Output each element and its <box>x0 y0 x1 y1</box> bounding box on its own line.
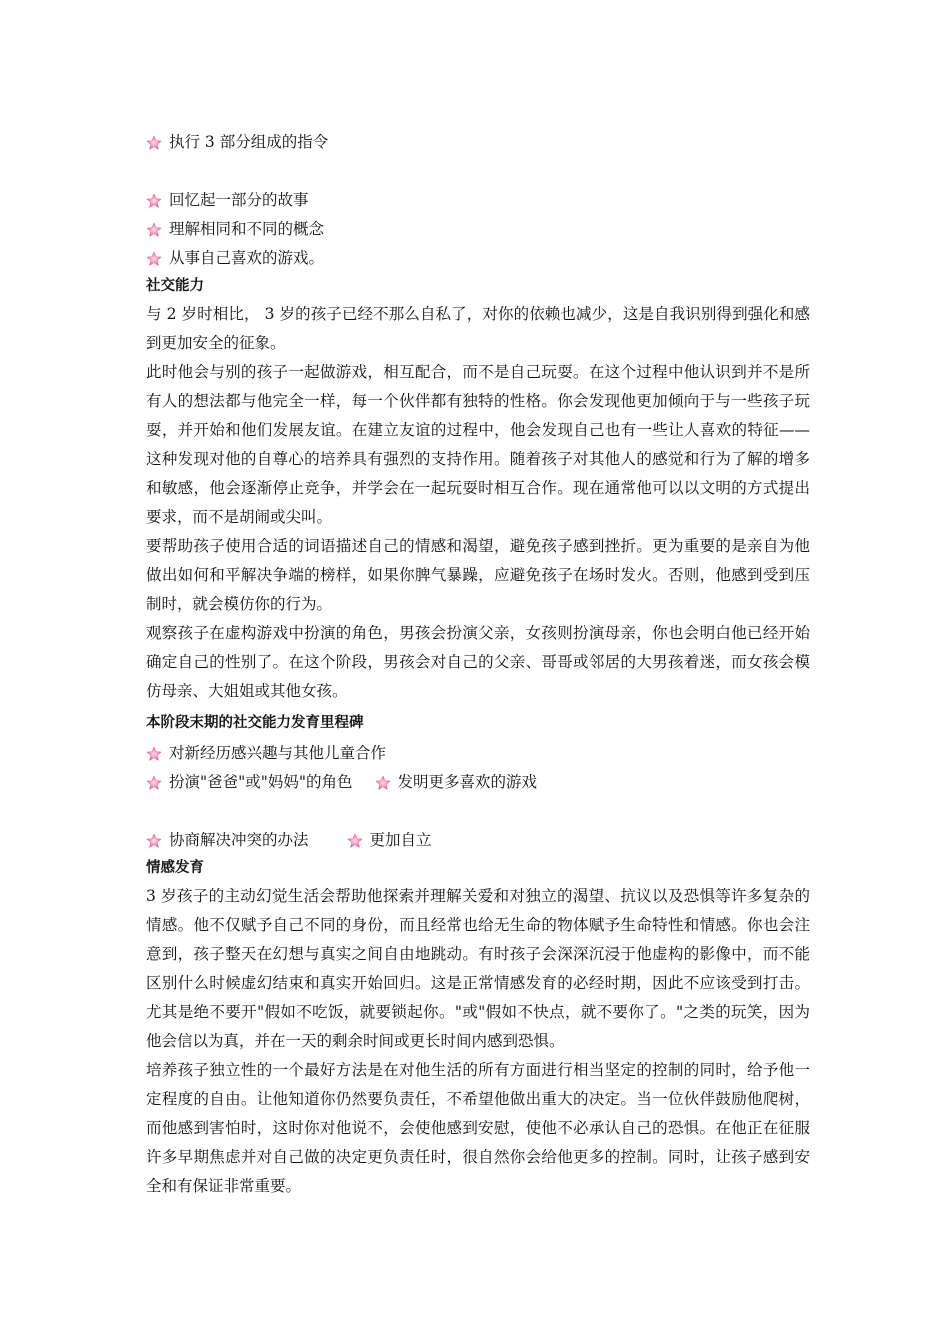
pink-star-icon <box>347 833 363 849</box>
pink-star-icon <box>146 775 162 791</box>
pink-star-icon <box>146 746 162 762</box>
pink-star-icon <box>146 135 162 151</box>
pink-star-icon <box>146 833 162 849</box>
list-item-text: 协商解决冲突的办法 <box>169 831 309 849</box>
list-item-text: 对新经历感兴趣与其他儿童合作 <box>169 744 387 762</box>
milestone-item <box>146 768 353 797</box>
pink-star-icon <box>146 222 162 238</box>
list-item <box>146 215 810 244</box>
milestone-item <box>375 768 538 797</box>
list-item-text: 发明更多喜欢的游戏 <box>397 773 538 791</box>
section-heading-milestones: 本阶段末期的社交能力发育里程碑 <box>146 715 364 731</box>
pink-star-icon <box>146 193 162 209</box>
list-item <box>146 826 810 855</box>
list-item-text: 更加自立 <box>369 831 432 849</box>
paragraph: 3 岁孩子的主动幻觉生活会帮助他探索并理解关爱和对独立的渴望、抗议以及恐惧等许多复杂的情感。他不仅赋予自己不同的身份，而且经常也给无生命的物体赋予生命特性和情感。你也会注意到，孩子整天在幻想与真实之间自由地跳动。有时孩子会深深沉浸于他虚构的影像中，而不能区别什么时候虚幻结束和真实开始回归。这是正常情感发育的必经时期，因此不应该受到打击。尤其是绝不要开"假如不吃饭，就要锁起你。"或"假如不快点，就不要你了。"之类的玩笑，因为他会信以为真，并在一天的剩余时间或更长时间内感到恐惧。 <box>146 887 810 1050</box>
section-heading-social: 社交能力 <box>146 278 204 294</box>
list-item <box>146 739 810 768</box>
paragraph: 观察孩子在虚构游戏中扮演的角色，男孩会扮演父亲，女孩则扮演母亲，你也会明白他已经开始确定自己的性别了。在这个阶段，男孩会对自己的父亲、哥哥或邻居的大男孩着迷，而女孩会模仿母亲、大姐姐或其他女孩。 <box>146 624 810 700</box>
milestone-item <box>347 826 432 855</box>
paragraph: 此时他会与别的孩子一起做游戏，相互配合，而不是自己玩耍。在这个过程中他认识到并不是所有人的想法都与他完全一样，每一个伙伴都有独特的性格。你会发现他更加倾向于与一些孩子玩耍，并开始和他们发展友谊。在建立友谊的过程中，他会发现自己也有一些让人喜欢的特征——这种发现对他的自尊心的培养具有强烈的支持作用。随着孩子对其他人的感觉和行为了解的增多和敏感，他会逐渐停止竞争，并学会在一起玩耍时相互合作。现在通常他可以以文明的方式提出要求，而不是胡闹或尖叫。 <box>146 363 810 526</box>
document-page <box>146 128 810 1201</box>
list-item <box>146 244 810 273</box>
milestone-item <box>146 826 309 855</box>
list-item <box>146 186 810 215</box>
list-item-text: 回忆起一部分的故事 <box>169 191 309 209</box>
paragraph: 要帮助孩子使用合适的词语描述自己的情感和渴望，避免孩子感到挫折。更为重要的是亲自为他做出如何和平解决争端的榜样，如果你脾气暴躁，应避免孩子在场时发火。否则，他感到受到压制时，就会模仿你的行为。 <box>146 537 810 613</box>
section-heading-emotion: 情感发育 <box>146 860 204 876</box>
list-item <box>146 768 810 797</box>
pink-star-icon <box>375 775 391 791</box>
list-item-text: 理解相同和不同的概念 <box>169 220 325 238</box>
paragraph: 培养孩子独立性的一个最好方法是在对他生活的所有方面进行相当坚定的控制的同时，给予他一定程度的自由。让他知道你仍然要负责任，不希望他做出重大的决定。当一位伙伴鼓励他爬树，而他感到害怕时，这时你对他说不，会使他感到安慰，使他不必承认自己的恐惧。在他正在征服许多早期焦虑并对自己做的决定更负责任时，很自然你会给他更多的控制。同时，让孩子感到安全和有保证非常重要。 <box>146 1061 810 1195</box>
pink-star-icon <box>146 251 162 267</box>
list-item-text: 扮演"爸爸"或"妈妈"的角色 <box>169 773 353 791</box>
paragraph: 与 2 岁时相比， 3 岁的孩子已经不那么自私了，对你的依赖也减少，这是自我识别得到强化和感到更加安全的征象。 <box>146 305 810 352</box>
list-item <box>146 128 810 157</box>
list-item-text: 从事自己喜欢的游戏。 <box>169 249 325 267</box>
list-item-text: 执行 3 部分组成的指令 <box>169 133 329 151</box>
